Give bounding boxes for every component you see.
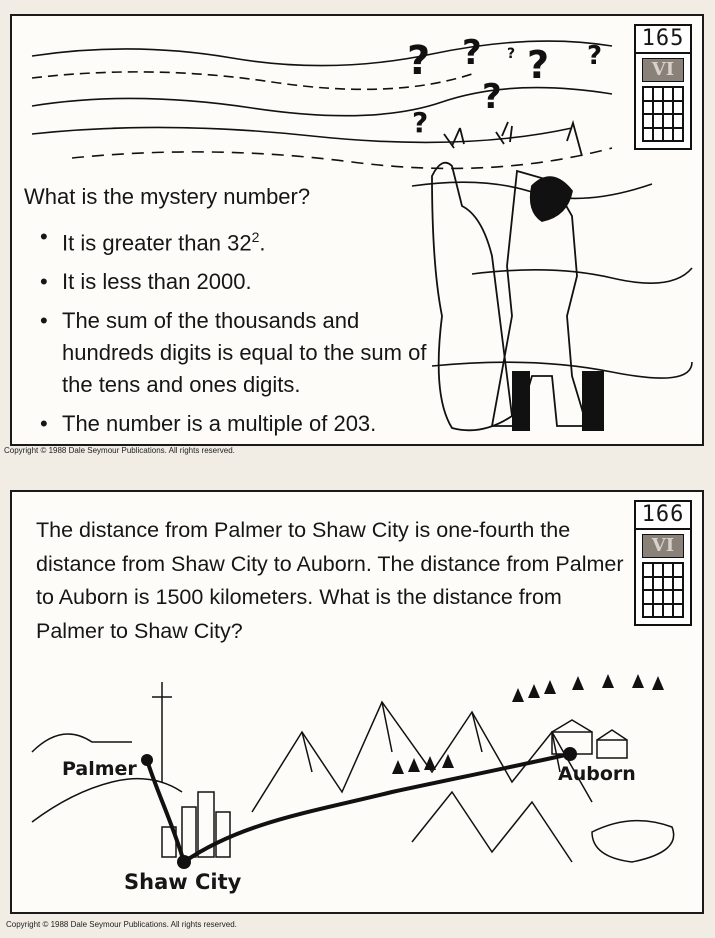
svg-text:?: ? (587, 41, 603, 71)
clue-item: • The number is a multiple of 203. (40, 408, 440, 440)
route-map (12, 492, 702, 912)
level-indicator: VI (642, 534, 684, 558)
problem-card-166 (10, 490, 704, 914)
svg-text:?: ? (527, 43, 550, 87)
copyright-notice: Copyright © 1988 Dale Seymour Publications. All rights reserved. (6, 920, 237, 929)
map-label-palmer: Palmer (62, 758, 137, 780)
question-title: What is the mystery number? (24, 184, 311, 209)
map-label-auborn: Auborn (558, 763, 636, 785)
exponent: 2 (251, 229, 260, 245)
problem-card-165 (10, 14, 704, 446)
map-label-shaw-city: Shaw City (124, 870, 242, 894)
svg-text:?: ? (507, 46, 516, 62)
clue-item: • It is greater than $32^2$. (40, 221, 440, 259)
copyright-notice: Copyright © 1988 Dale Seymour Publications. All rights reserved. (4, 446, 235, 455)
level-indicator: VI (642, 58, 684, 82)
problem-text: The distance from Palmer to Shaw City is one-fourth the distance from Shaw City to Auborn. The distance from Palmer to Auborn is 1500 kilometers. What is the distance from Palmer to Shaw City? (36, 518, 624, 643)
svg-text:?: ? (482, 77, 502, 117)
clue-item: • It is less than 2000. (40, 266, 440, 298)
calculator-badge (634, 24, 692, 150)
svg-text:?: ? (412, 106, 429, 139)
clue-text: It is greater than 32 (62, 230, 252, 256)
svg-text:?: ? (407, 38, 431, 84)
clue-list (40, 221, 440, 446)
calculator-keypad-icon (642, 86, 684, 142)
svg-text:?: ? (462, 33, 482, 73)
card-number: 165 (636, 26, 690, 54)
clue-item: • The sum of the thousands and hundreds digits is equal to the sum of the tens and ones digits. (40, 305, 440, 401)
card-number: 166 (636, 502, 690, 530)
